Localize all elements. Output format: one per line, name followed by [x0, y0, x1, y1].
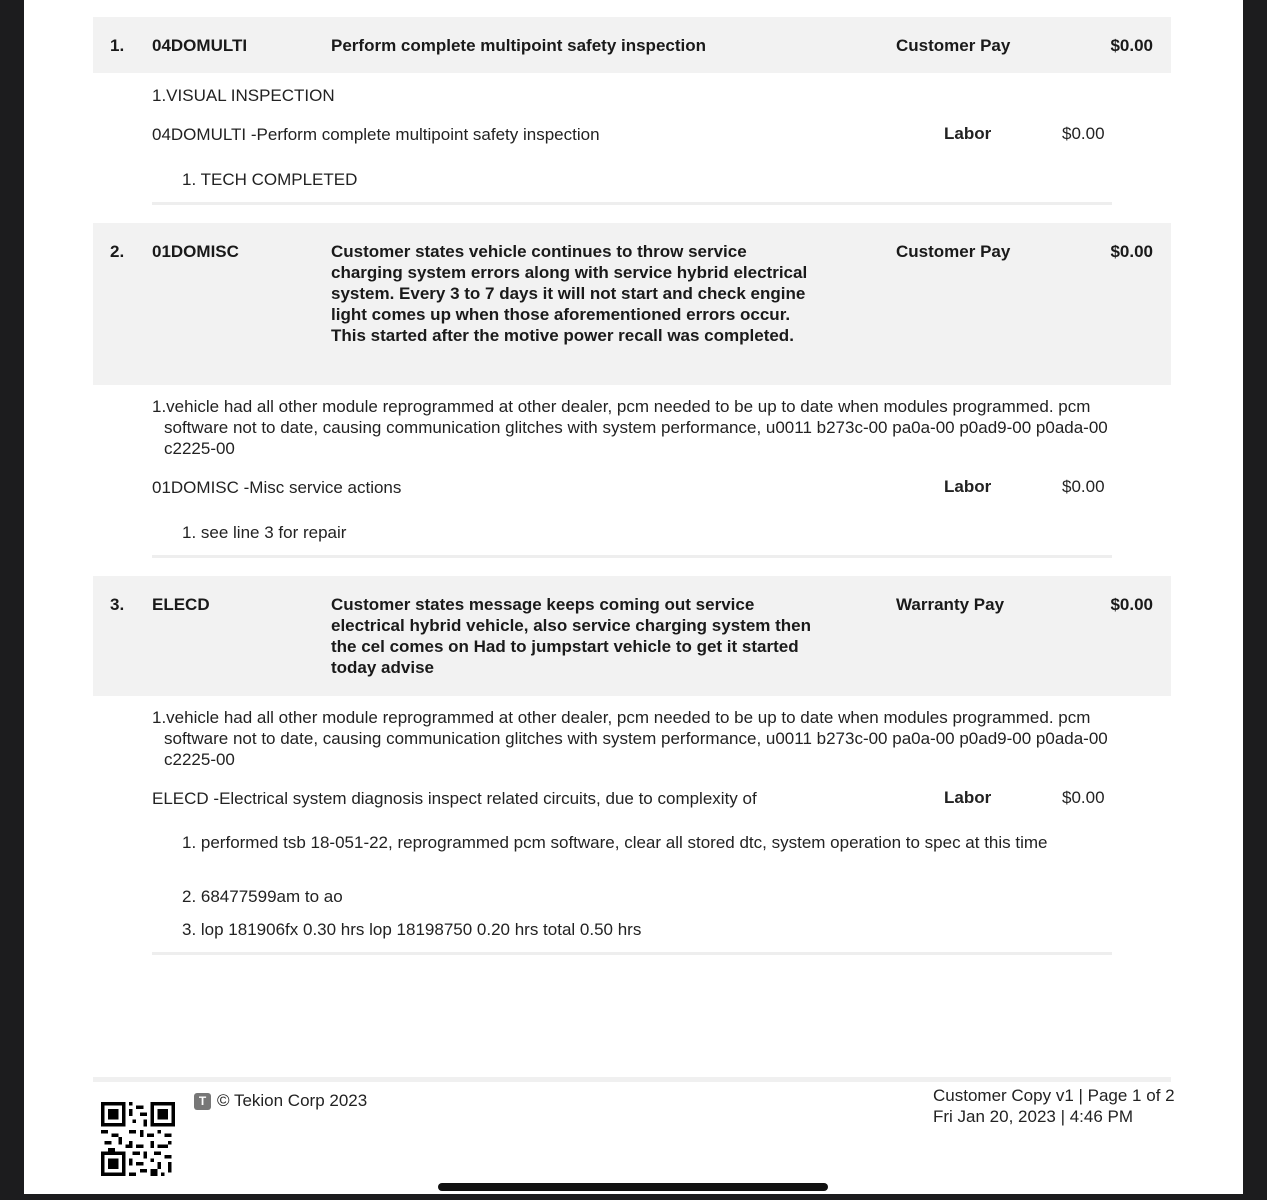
job-code: ELECD [152, 595, 210, 614]
job-number: 3. [110, 595, 125, 614]
qr-code-icon [101, 1102, 175, 1176]
job-header-3 [93, 576, 1171, 696]
tech-note: 3. lop 181906fx 0.30 hrs lop 18198750 0.20 hrs total 0.50 hrs [182, 920, 642, 939]
repair-order-page [24, 0, 1243, 1194]
job-operation: 01DOMISC -Misc service actions [152, 478, 402, 497]
job-divider [152, 952, 1112, 955]
footer-brand [194, 1091, 367, 1111]
job-pay-type: Customer Pay [896, 242, 1011, 261]
job-amount: $0.00 [1110, 595, 1153, 614]
job-number: 1. [110, 36, 125, 55]
job-header-1 [93, 17, 1171, 73]
job-code: 04DOMULTI [152, 36, 248, 55]
job-cause: 1.vehicle had all other module reprogrammed at other dealer, pcm needed to be up to date when modules programmed. pcm software not to date, causing communication glitches with system performance, u0011 b273c-00 pa0a-00 p0ad9-00 p0ada-00 c2225-00 [152, 708, 1108, 769]
job-cause: 1.VISUAL INSPECTION [152, 86, 335, 105]
copy-info: Customer Copy v1 | Page 1 of 2 [933, 1086, 1175, 1105]
operation-type: Labor [944, 788, 992, 807]
job-operation: 04DOMULTI -Perform complete multipoint safety inspection [152, 125, 600, 144]
job-number: 2. [110, 242, 125, 261]
job-header-2 [93, 223, 1171, 385]
job-description: Customer states message keeps coming out service electrical hybrid vehicle, also service charging system then the cel comes on Had to jumpstart vehicle to get it started today advise [331, 595, 811, 677]
tech-note: 1. see line 3 for repair [182, 523, 347, 542]
tech-note: 1. TECH COMPLETED [182, 170, 358, 189]
job-cause: 1.vehicle had all other module reprogrammed at other dealer, pcm needed to be up to date when modules programmed. pcm software not to date, causing communication glitches with system performance, u0011 b273c-00 pa0a-00 p0ad9-00 p0ada-00 c2225-00 [152, 397, 1108, 458]
job-code: 01DOMISC [152, 242, 239, 261]
job-description: Customer states vehicle continues to throw service charging system errors along with service hybrid electrical system. Every 3 to 7 days it will not start and check engine light comes up when those aforementioned errors occur. This started after the motive power recall was completed. [331, 242, 808, 345]
tech-note: 2. 68477599am to ao [182, 887, 343, 906]
job-amount: $0.00 [1110, 242, 1153, 261]
tekion-logo-icon: T [194, 1093, 211, 1110]
job-pay-type: Customer Pay [896, 36, 1011, 55]
job-operation: ELECD -Electrical system diagnosis inspect related circuits, due to complexity of [152, 789, 757, 808]
operation-type: Labor [944, 477, 992, 496]
operation-type: Labor [944, 124, 992, 143]
job-divider [152, 555, 1112, 558]
job-description: Perform complete multipoint safety inspection [331, 36, 707, 55]
footer-divider [93, 1077, 1171, 1082]
copyright-text: © Tekion Corp 2023 [217, 1091, 368, 1110]
operation-amount: $0.00 [1062, 788, 1105, 807]
print-datetime: Fri Jan 20, 2023 | 4:46 PM [933, 1107, 1134, 1126]
operation-amount: $0.00 [1062, 477, 1105, 496]
home-indicator-bar[interactable] [438, 1183, 828, 1191]
tech-note: 1. performed tsb 18-051-22, reprogrammed pcm software, clear all stored dtc, system operation to spec at this time [182, 833, 1048, 852]
job-divider [152, 202, 1112, 205]
operation-amount: $0.00 [1062, 124, 1105, 143]
job-amount: $0.00 [1110, 36, 1153, 55]
job-pay-type: Warranty Pay [896, 595, 1005, 614]
